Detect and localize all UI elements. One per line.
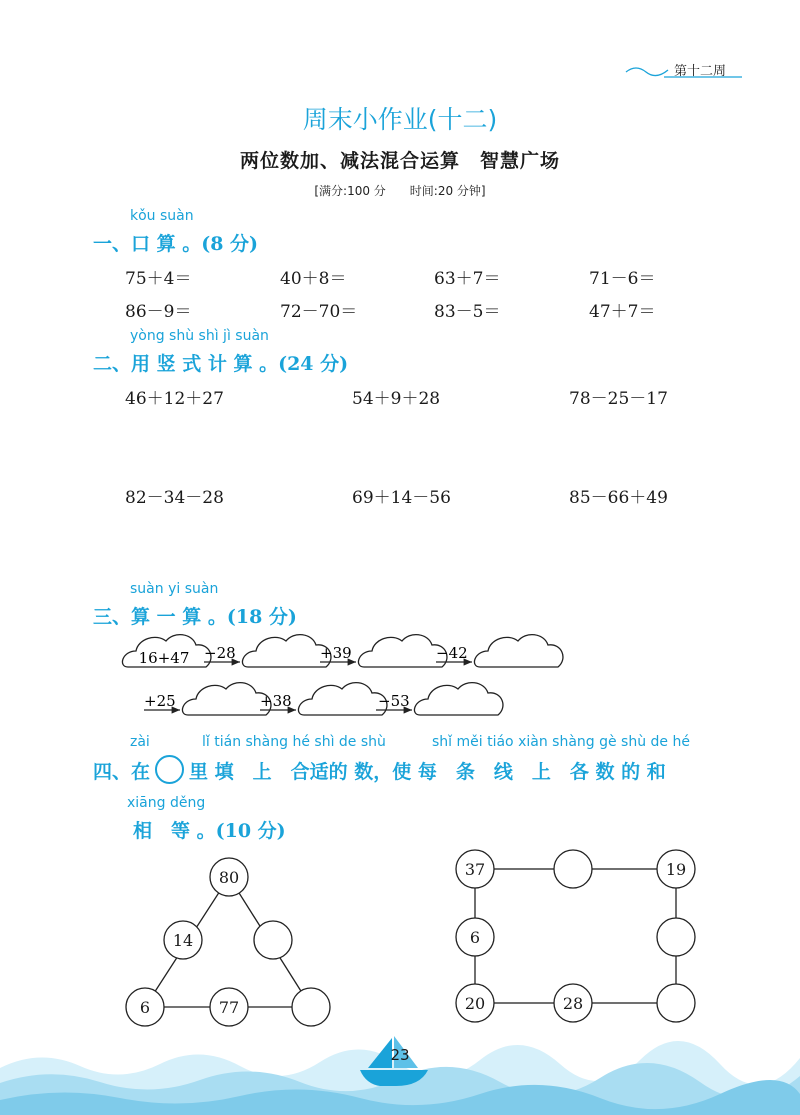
section2-heading-text: 二、用 竖 式 计 算 。: [93, 353, 279, 375]
vertical-problem: 82－34－28: [125, 488, 224, 508]
page-number: 23: [390, 1046, 410, 1064]
week-tag: [624, 58, 744, 80]
score-time-line: [满分:100 分 时间:20 分钟]: [314, 184, 486, 198]
section2-points: (24 分): [278, 353, 349, 375]
section3-points: (18 分): [226, 606, 297, 628]
section4-pinyin: xiāng děng: [127, 795, 206, 811]
section2-pinyin: yòng shù shì jì suàn: [130, 328, 269, 344]
section4-heading-text: 四、在: [93, 761, 151, 783]
blank-circle[interactable]: [657, 918, 695, 956]
vertical-problem: 85－66＋49: [569, 488, 668, 508]
answer-cloud[interactable]: [298, 683, 387, 715]
section1-heading: [93, 229, 258, 256]
answer-cloud[interactable]: [474, 635, 563, 667]
vertical-problem: 78－25－17: [569, 389, 668, 409]
operation-label: +25: [144, 692, 176, 710]
section1-heading-text: 一、口 算 。: [93, 233, 202, 255]
section2-heading: [93, 349, 348, 376]
section4-points: (10 分): [215, 820, 286, 842]
section1-pinyin: kǒu suàn: [130, 208, 194, 224]
section3-heading-text: 三、算 一 算 。: [93, 606, 227, 628]
answer-cloud[interactable]: [182, 683, 271, 715]
start-expression: 16+47: [138, 649, 190, 667]
week-label: 第十二周: [674, 64, 727, 79]
circle-value: 80: [218, 868, 240, 887]
blank-circle[interactable]: [254, 921, 292, 959]
cloud-chain: [0, 625, 800, 730]
answer-cloud[interactable]: [242, 635, 331, 667]
operation-label: −53: [378, 692, 410, 710]
oral-problem: 47＋7＝: [589, 302, 656, 322]
triangle-puzzle: [110, 850, 350, 1030]
start-cloud: [122, 635, 211, 667]
circle-value: 14: [172, 931, 194, 950]
section4-pinyin: lǐ tián shàng hé shì de shù: [202, 734, 386, 750]
circle-value: 19: [665, 860, 687, 879]
answer-cloud[interactable]: [358, 635, 447, 667]
section4-pinyin: zài: [130, 734, 150, 750]
page-title: 周末小作业(十二): [302, 105, 498, 134]
square-puzzle: [440, 840, 710, 1030]
oral-problem: 63＋7＝: [434, 269, 501, 289]
oral-problem: 71－6＝: [589, 269, 656, 289]
wave-footer: [0, 1028, 800, 1115]
section1-points: (8 分): [201, 233, 259, 255]
oral-problem: 83－5＝: [434, 302, 501, 322]
section4-heading: [93, 755, 666, 784]
circle-value: 28: [562, 994, 584, 1013]
blank-circle[interactable]: [554, 850, 592, 888]
vertical-problem: 46＋12＋27: [125, 389, 224, 409]
circle-icon: [155, 755, 184, 784]
blank-circle[interactable]: [292, 988, 330, 1026]
circle-value: 20: [464, 994, 486, 1013]
operation-label: +38: [260, 692, 292, 710]
circle-value: 77: [218, 998, 240, 1017]
page-subtitle: 两位数加、减法混合运算 智慧广场: [239, 150, 560, 172]
vertical-problem: 69＋14－56: [352, 488, 451, 508]
section4-heading2-text: 相 等 。: [133, 820, 216, 842]
operation-label: −28: [204, 644, 236, 662]
oral-problem: 72－70＝: [280, 302, 358, 322]
operation-label: −42: [436, 644, 468, 662]
blank-circle[interactable]: [657, 984, 695, 1022]
oral-problem: 86－9＝: [125, 302, 192, 322]
section4-heading-line2: [133, 816, 286, 843]
circle-value: 6: [469, 928, 481, 947]
section3-pinyin: suàn yi suàn: [130, 581, 219, 597]
oral-problem: 40＋8＝: [280, 269, 347, 289]
operation-label: +39: [320, 644, 352, 662]
oral-problem: 75＋4＝: [125, 269, 192, 289]
answer-cloud[interactable]: [414, 683, 503, 715]
section4-pinyin: shǐ měi tiáo xiàn shàng gè shù de hé: [432, 734, 690, 750]
circle-value: 6: [139, 998, 151, 1017]
vertical-problem: 54＋9＋28: [352, 389, 441, 409]
circle-value: 37: [464, 860, 486, 879]
section4-heading-rest: 里 填 上 合适的 数，使 每 条 线 上 各 数 的 和: [189, 761, 666, 783]
